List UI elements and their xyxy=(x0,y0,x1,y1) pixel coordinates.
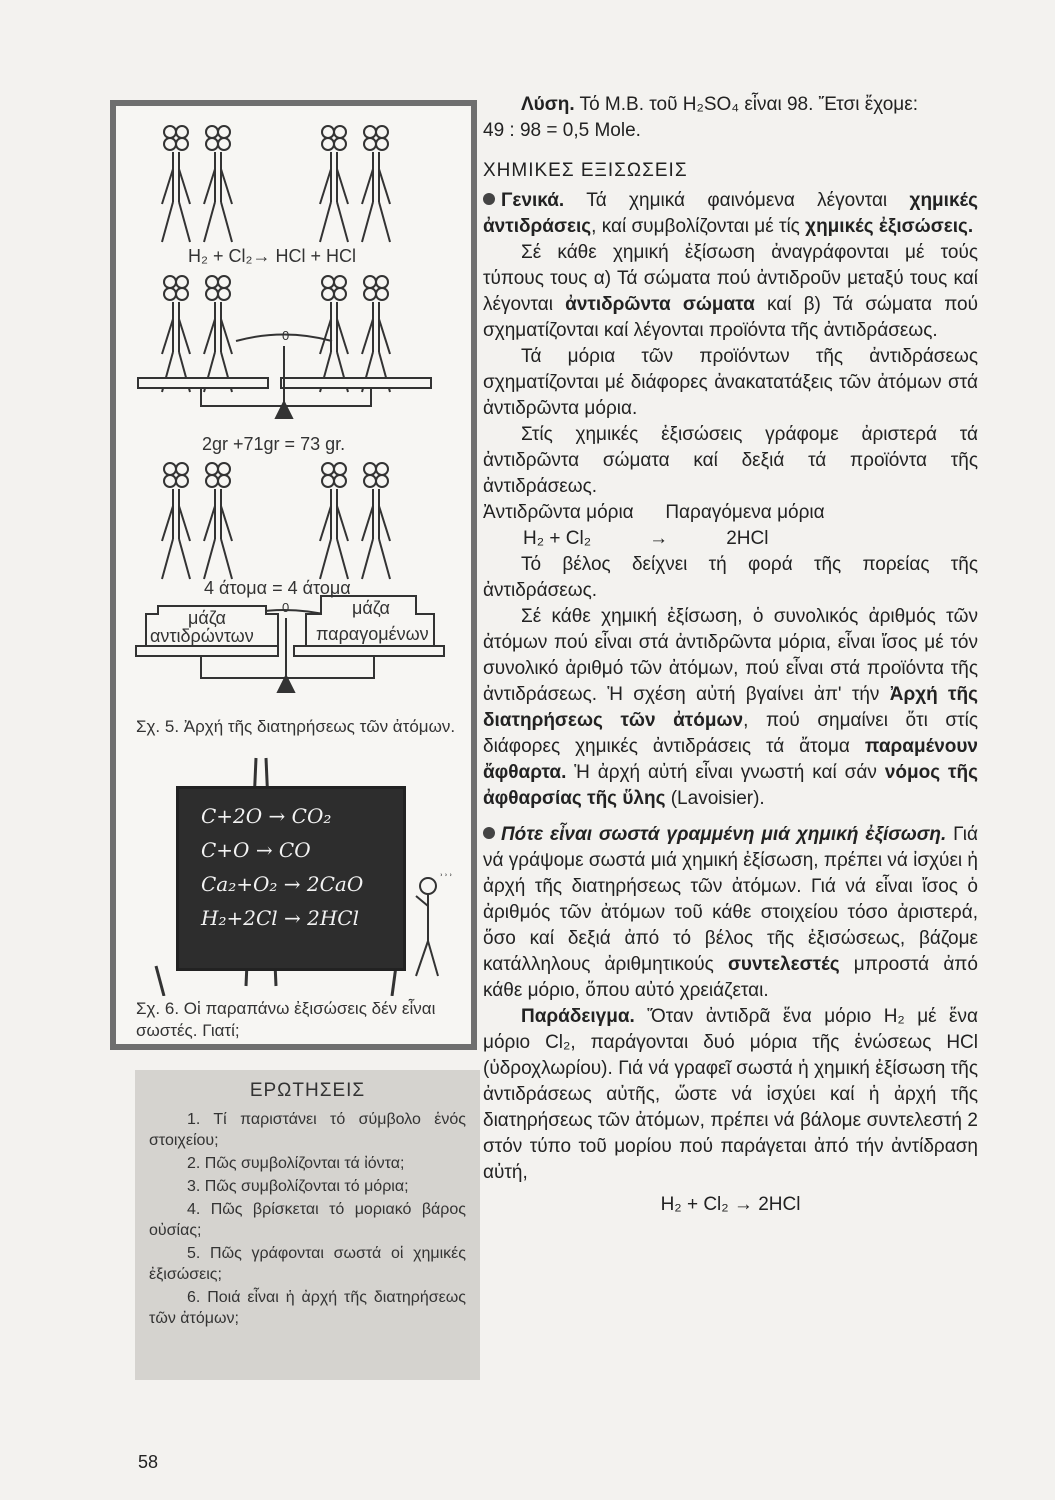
solution-label: Λύση. xyxy=(521,94,575,115)
paragraph: Στίς χημικές ἐξισώσεις γράφομε ἀριστερά τά ἀντιδρῶντα σώματα καί δεξιά τά προϊόντα τῆς ἀντιδράσεως. xyxy=(483,424,978,497)
page-number: 58 xyxy=(138,1452,159,1472)
paragraph: Σέ κάθε χημική ἐξίσωση ἀναγράφονται μέ τούς τύπους τους α) Τά σώματα πού ἀντιδροῦν μεταξύ τους καί λέγονται ἀντιδρῶντα σώματα καί β) Τά σώματα πού σχηματίζονται καί λέγονται προϊόντα τῆς ἀντιδράσεως. xyxy=(483,242,978,341)
board-equation: C+2O → CO₂ xyxy=(201,804,332,828)
board-equation: H₂+2Cl → 2HCl xyxy=(201,906,359,930)
question-item: 5. Πῶς γράφονται σωστά οἱ χημικές ἐξισώσεις; xyxy=(149,1245,466,1283)
example-paragraph: Παράδειγμα. Ὅταν ἀντιδρᾶ ἕνα μόριο H₂ μέ ἕνα μόριο Cl₂, παράγονται δυό μόρια τῆς ἑνώσεως HCl (ὑδροχλωρίου). Γιά νά γραφεῖ σωστά ἡ χημική ἐξίσωση τῆς ἀντιδράσεως αὐτῆς, ὥστε νά ἰσχύει καί ἡ ἀρχή τῆς διατηρήσεως τῶν ἀτόμων, πρέπει νά βάλομε συντελεστή 2 στόν τύπο τοῦ μορίου πού παράγεται ἀπό τήν ἀντίδραση αὐτή, xyxy=(483,1006,978,1183)
paragraph: Τά μόρια τῶν προϊόντων τῆς ἀντιδράσεως σχηματίζονται μέ διάφορες ἀνακατατάξεις τῶν ἀτόμων στά ἀντιδρῶντα μόρια. xyxy=(483,346,978,419)
chalkboard xyxy=(176,786,406,971)
bullet-icon xyxy=(483,827,495,839)
question-item: 3. Πῶς συμβολίζονται τό μόρια; xyxy=(187,1178,409,1195)
main-text-column xyxy=(483,92,978,1218)
figure-box xyxy=(110,100,477,1050)
mass-equation: 2gr +71gr = 73 gr. xyxy=(202,434,346,454)
thinking-person-icon xyxy=(416,878,438,976)
products-mass-label: παραγομένων xyxy=(316,624,429,644)
products-mass-label: μάζα xyxy=(352,598,390,618)
solution-calculation: 49 : 98 = 0,5 Mole. xyxy=(483,120,641,141)
bullet-icon xyxy=(483,193,495,205)
question-item: 1. Τί παριστάνει τό σύμβολο ἑνός στοιχείου; xyxy=(149,1111,466,1149)
final-equation: H₂ + Cl₂ → 2HCl xyxy=(660,1194,801,1215)
board-equation: C+O → CO xyxy=(201,838,311,862)
equation-line: H₂ + Cl₂ → 2HCl xyxy=(523,528,769,549)
speech-marks: ʾʾʾ xyxy=(439,871,453,887)
scale-zero-label: 0 xyxy=(282,328,290,343)
figure-6-caption: Σχ. 6. Οἱ παραπάνω ἐξισώσεις δέν εἶναι σωστές. Γιατί; xyxy=(136,999,436,1040)
paragraph: Τό βέλος δείχνει τή φορά τῆς πορείας τῆς ἀντιδράσεως. xyxy=(483,554,978,601)
question-item: 2. Πῶς συμβολίζονται τά ἰόντα; xyxy=(187,1155,405,1172)
reactants-mass-label: μάζα xyxy=(188,608,226,628)
solution-paragraph: Λύση. Τό Μ.Β. τοῦ H₂SO₄ εἶναι 98. Ἔτσι ἔχομε: xyxy=(521,94,918,115)
question-item: 6. Ποιά εἶναι ἡ ἀρχή τῆς διατηρήσεως τῶν ἀτόμων; xyxy=(149,1289,466,1327)
section-heading: ΧΗΜΙΚΕΣ ΕΞΙΣΩΣΕΙΣ xyxy=(483,160,688,181)
equation-h2-cl2: H₂ + Cl₂→ HCl + HCl xyxy=(188,246,356,266)
board-equation: Ca₂+O₂ → 2CaO xyxy=(201,872,364,896)
equation-header: Ἀντιδρῶντα μόρια Παραγόμενα μόρια xyxy=(483,502,825,523)
figure-5-caption: Σχ. 5. Ἀρχή τῆς διατηρήσεως τῶν ἀτόμων. xyxy=(136,717,456,736)
scale-zero-label: 0 xyxy=(282,600,290,615)
paragraph: Σέ κάθε χημική ἐξίσωση, ὁ συνολικός ἀριθμός τῶν ἀτόμων πού εἶναι στά ἀντιδρῶντα μόρια, εἶναι ἴσος μέ τόν συνολικό ἀριθμό τῶν ἀτόμων, πού εἶναι στά προϊόντα τῆς ἀντιδράσεως. Ἡ σχέση αὐτή βγαίνει ἀπ' τήν Ἀρχή τῆς διατηρήσεως τῶν ἀτόμων, πού σημαίνει ὅτι στίς διάφορες χημικές ἀντιδράσεις τά ἄτομα παραμένουν ἄφθαρτα. Ἡ ἀρχή αὐτή εἶναι γνωστή καί σάν νόμος τῆς ἀφθαρσίας τῆς ὕλης (Lavoisier). xyxy=(483,606,979,809)
reactants-mass-label: αντιδρώντων xyxy=(150,626,254,646)
questions-box xyxy=(135,1070,480,1380)
general-paragraph: Γενικά. Τά χημικά φαινόμενα λέγονται χημικές ἀντιδράσεις, καί συμβολίζονται μέ τίς χημικές ἐξισώσεις. xyxy=(483,190,978,237)
atoms-equation: 4 άτομα = 4 άτομα xyxy=(204,578,351,598)
atoms-balance-illustration xyxy=(116,106,471,806)
questions-title: ΕΡΩΤΗΣΕΙΣ xyxy=(249,1080,366,1101)
question-item: 4. Πῶς βρίσκεται τό μοριακό βάρος οὐσίας; xyxy=(149,1201,466,1239)
paragraph: Πότε εἶναι σωστά γραμμένη μιά χημική ἐξίσωση. Γιά νά γράψομε σωστά μιά χημική ἐξίσωση, πρέπει νά ἰσχύει ἡ ἀρχή τῆς διατηρήσεως τῶν ἀτόμων. Γιά νά εἶναι ἴσος ὁ ἀριθμός τῶν ἀτόμων τοῦ κάθε στοιχείου τόσο ἀριστερά, ὅσο καί δεξιά ἀπό τό βέλος τῆς ἐξισώσεως, βάζομε κατάλληλους ἀριθμητικούς συντελεστές μπροστά ἀπό κάθε μόριο, ὅπου αὐτό χρειάζεται. xyxy=(483,824,978,1001)
